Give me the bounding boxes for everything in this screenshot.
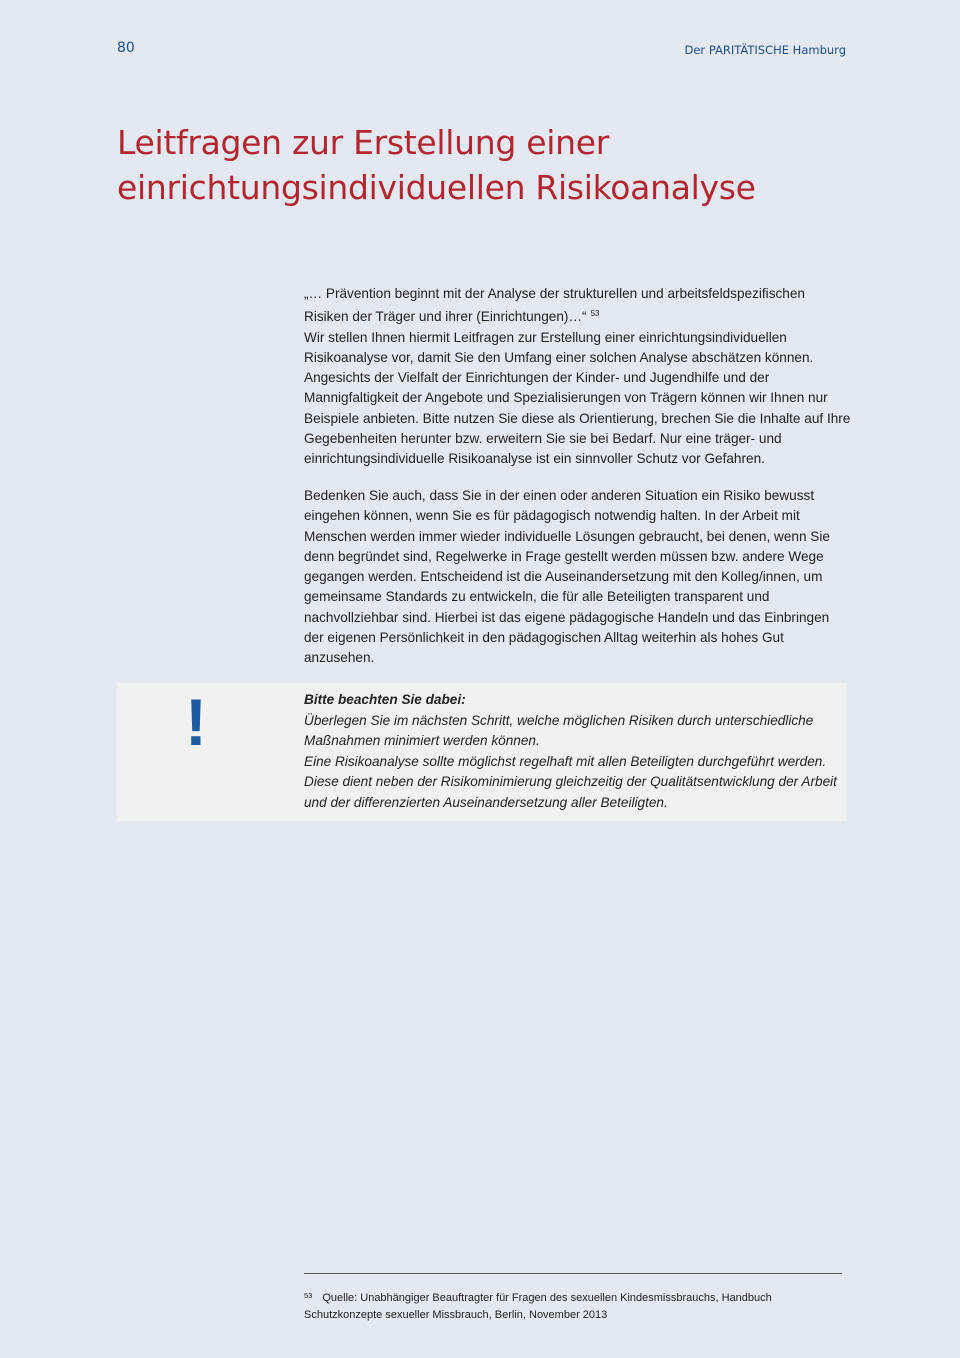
notice-line-3: Diese dient neben der Risikominimierung gleichzeitig der Qualitätsentwicklung der Arbeit und der differenzierten Auseinandersetzung aller Beteiligten. <box>304 774 837 810</box>
page-title-line-1: Leitfragen zur Erstellung einer <box>117 123 609 162</box>
footnote-text: Quelle: Unabhängiger Beauftragter für Fragen des sexuellen Kindesmissbrauchs, Handbuch Schutzkonzepte sexueller Missbrauch, Berlin, November 2013 <box>304 1292 772 1321</box>
intro-section <box>304 284 852 470</box>
intro-paragraph: Wir stellen Ihnen hiermit Leitfragen zur Erstellung einer einrichtungsindividuellen Risikoanalyse vor, damit Sie den Umfang einer solchen Analyse abschätzen können. Angesichts der Vielfalt der Einrichtungen der Kinder- und Jugendhilfe und der Mannigfaltigkeit der Angebote und Spezialisierungen von Trägern können wir Ihnen nur Beispiele anbieten. Bitte nutzen Sie diese als Orientierung, brechen Sie die Inhalte auf Ihre Gegebenheiten herunter bzw. erweitern Sie sie bei Bedarf. Nur eine träger- und einrichtungsindividuelle Risikoanalyse ist ein sinnvoller Schutz vor Gefahren. <box>304 329 851 467</box>
notice-line-2: Eine Risikoanalyse sollte möglichst regelhaft mit allen Beteiligten durchgeführt werden. <box>304 753 827 769</box>
footnote-reference: 53 <box>590 309 600 319</box>
footnote-number: 53 <box>304 1291 313 1300</box>
page-number: 80 <box>117 40 135 56</box>
intro-quote-line-1: „… Prävention beginnt mit der Analyse der strukturellen und arbeitsfeldspezifischen <box>304 286 805 301</box>
footnote <box>304 1287 849 1324</box>
exclamation-icon: ! <box>185 685 207 759</box>
consider-paragraph: Bedenken Sie auch, dass Sie in der einen oder anderen Situation ein Risiko bewusst eingehen können, wenn Sie es für pädagogisch notwendig halten. In der Arbeit mit Menschen werden immer wieder individuelle Lösungen gebraucht, bei denen, wenn Sie denn begründet sind, Regelwerke in Frage gestellt werden müssen bzw. andere Wege gegangen werden. Entscheidend ist die Auseinandersetzung mit den Kolleg/innen, um gemeinsame Standards zu entwickeln, die für alle Beteiligten transparent und nachvollziehbar sind. Hierbei ist das eigene pädagogische Handeln und das Einbringen der eigenen Persönlichkeit in den pädagogischen Alltag weiterhin als hohes Gut anzusehen. <box>304 488 830 666</box>
page-title-line-2: einrichtungsindividuellen Risikoanalyse <box>117 168 756 207</box>
publisher-name: Der PARITÄTISCHE Hamburg <box>684 43 846 57</box>
consider-section <box>304 486 852 669</box>
notice-line-1: Überlegen Sie im nächsten Schritt, welche möglichen Risiken durch unterschiedliche Maßnahmen minimiert werden können. <box>304 712 814 748</box>
page-title <box>117 120 877 210</box>
notice-text <box>304 690 844 813</box>
intro-quote <box>304 284 852 328</box>
intro-quote-line-2: Risiken der Träger und ihrer (Einrichtungen)…“ <box>304 309 587 325</box>
notice-heading: Bitte beachten Sie dabei: <box>304 692 466 707</box>
footnote-divider <box>304 1273 842 1274</box>
